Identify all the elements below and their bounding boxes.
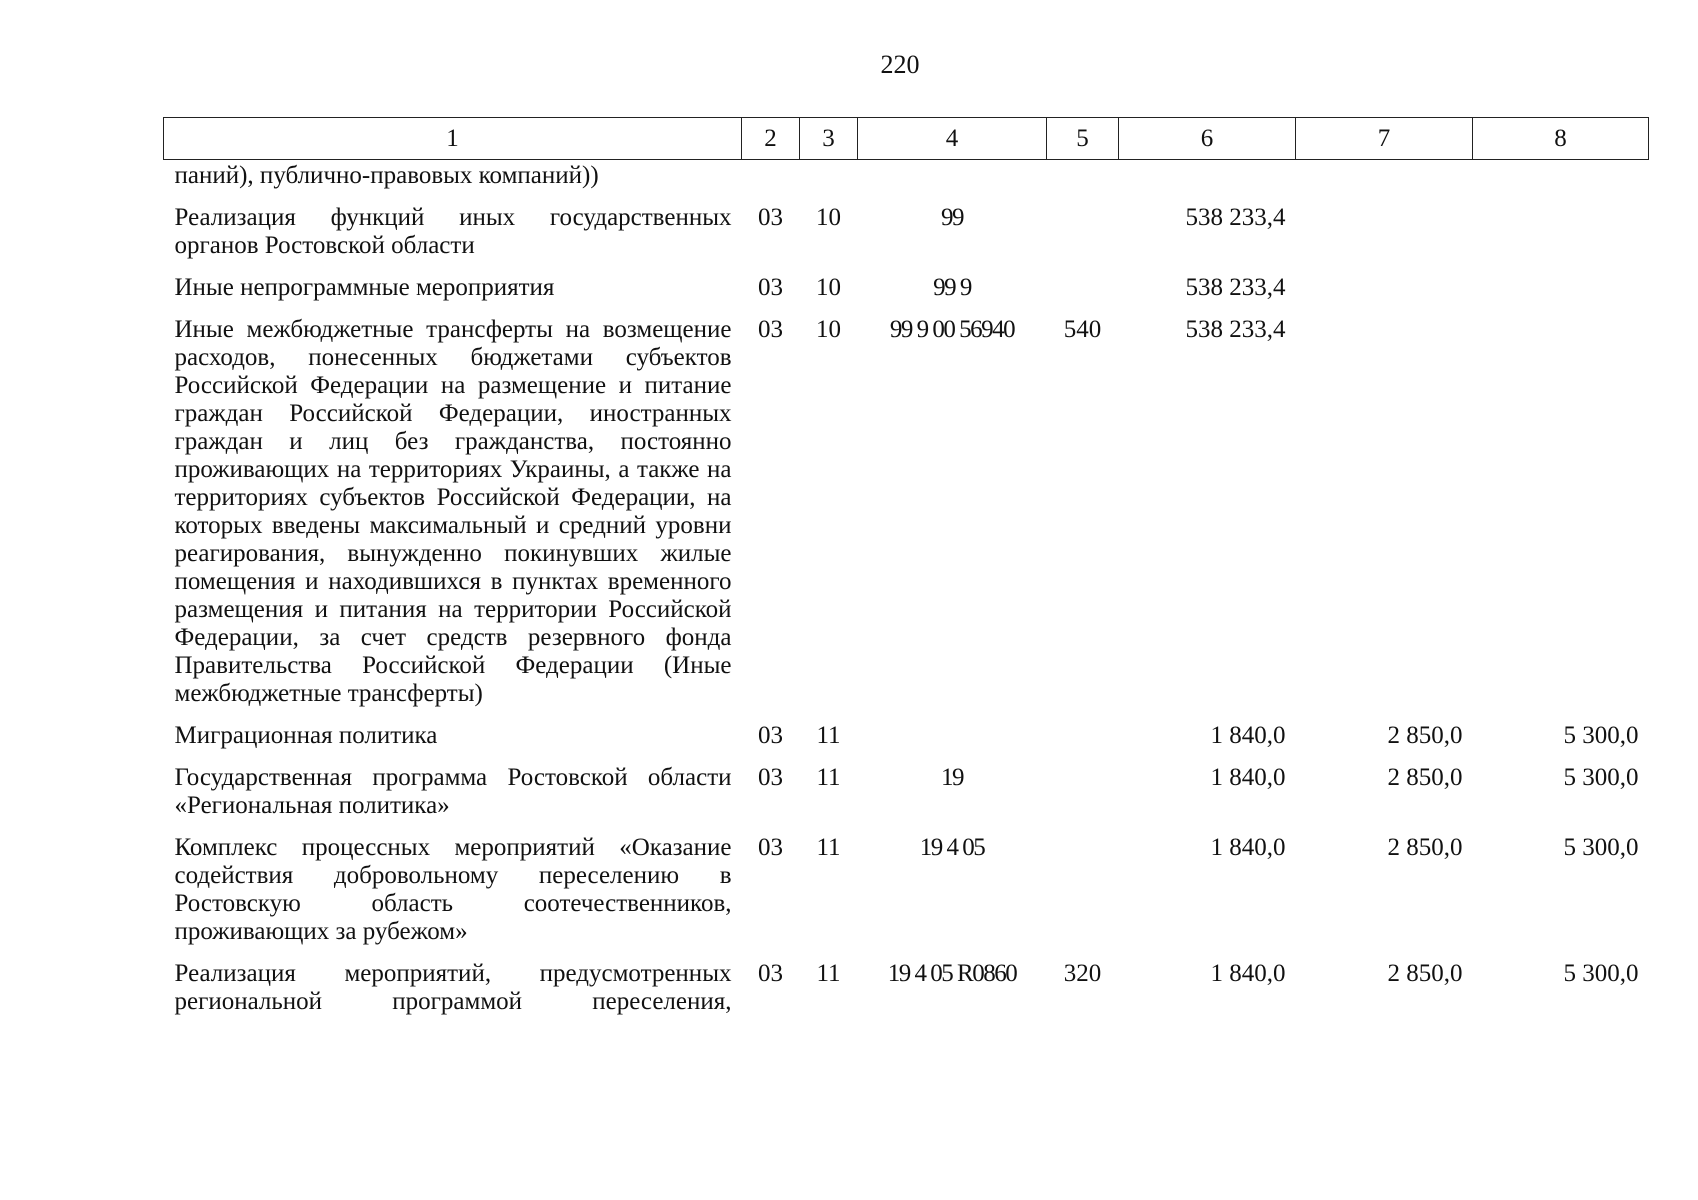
amount-col-6: 1 840,0: [1210, 960, 1286, 987]
target-article-code: 99 9 00 56940: [889, 316, 1015, 343]
table-row: [164, 316, 1649, 722]
section-code: [742, 160, 800, 205]
amount-col-6: 1 840,0: [1210, 764, 1286, 791]
column-header-1: 1: [164, 118, 742, 160]
expense-type-code: [1047, 722, 1119, 764]
amount-col-6: 1 840,0: [1210, 722, 1286, 749]
amount-col-7: 2 850,0: [1387, 834, 1463, 861]
expense-type-code: [1047, 204, 1119, 274]
table-row: [164, 204, 1649, 274]
row-description: Иные межбюджетные трансферты на возмещение расходов, понесенных бюджетами субъектов Российской Федерации на размещение и питание граждан Российской Федерации, иностранных граждан и лиц без гражданства, постоянно проживающих на территориях Украины, а также на территориях субъектов Российской Федерации, на которых введены максимальный и средний уровни реагирования, вынужденно покинувших жилые помещения и находившихся в пунктах временного размещения и питания на территории Российской Федерации, за счет средств резервного фонда Правительства Российской Федерации (Иные межбюджетные трансферты): [174, 316, 732, 707]
expense-type-code: [1047, 764, 1119, 834]
amount-col-6: 538 233,4: [1185, 204, 1286, 231]
target-article-code: 99: [941, 204, 963, 231]
section-code: 03: [758, 764, 783, 791]
row-description: паний), публично-правовых компаний)): [174, 162, 599, 189]
page-number: 220: [880, 50, 920, 79]
target-article-code: 19 4 05 R0860: [887, 960, 1017, 987]
section-code: 03: [758, 316, 783, 343]
budget-table: [163, 117, 1649, 1016]
subsection-code: 10: [816, 316, 841, 343]
expense-type-code: [1047, 834, 1119, 960]
row-description: Комплекс процессных мероприятий «Оказание содействия добровольному переселению в Ростовскую область соотечественников, проживающих за рубежом»: [174, 834, 732, 945]
amount-col-8: [1473, 160, 1649, 205]
subsection-code: 11: [816, 722, 841, 749]
section-code: 03: [758, 274, 783, 301]
column-header-6: 6: [1119, 118, 1296, 160]
amount-col-8: [1473, 316, 1649, 722]
target-article-code: [858, 160, 1047, 205]
subsection-code: 11: [816, 960, 841, 987]
expense-type-code: [1047, 274, 1119, 316]
target-article-code: [858, 722, 1047, 764]
amount-col-7: [1296, 204, 1473, 274]
amount-col-6: 1 840,0: [1210, 834, 1286, 861]
subsection-code: 10: [816, 274, 841, 301]
column-header-7: 7: [1296, 118, 1473, 160]
subsection-code: 11: [816, 834, 841, 861]
section-code: 03: [758, 834, 783, 861]
row-description: Реализация функций иных государственных органов Ростовской области: [174, 204, 732, 259]
row-description: Миграционная политика: [174, 722, 438, 749]
table-row: [164, 960, 1649, 1016]
amount-col-8: [1473, 274, 1649, 316]
row-description: Иные непрограммные мероприятия: [174, 274, 555, 301]
subsection-code: 11: [816, 764, 841, 791]
table-row: [164, 764, 1649, 834]
amount-col-8: 5 300,0: [1563, 722, 1639, 749]
table-row: [164, 834, 1649, 960]
amount-col-7: 2 850,0: [1387, 764, 1463, 791]
row-description: Реализация мероприятий, предусмотренных региональной программой переселения,: [174, 960, 732, 1015]
subsection-code: 10: [816, 204, 841, 231]
column-header-3: 3: [800, 118, 858, 160]
table-row: [164, 274, 1649, 316]
column-header-8: 8: [1473, 118, 1649, 160]
amount-col-8: 5 300,0: [1563, 834, 1639, 861]
expense-type-code: 320: [1063, 960, 1102, 987]
amount-col-8: 5 300,0: [1563, 960, 1639, 987]
column-header-5: 5: [1047, 118, 1119, 160]
amount-col-7: [1296, 274, 1473, 316]
section-code: 03: [758, 722, 783, 749]
column-header-2: 2: [742, 118, 800, 160]
amount-col-6: 538 233,4: [1185, 316, 1286, 343]
amount-col-8: [1473, 204, 1649, 274]
amount-col-8: 5 300,0: [1563, 764, 1639, 791]
amount-col-7: [1296, 160, 1473, 205]
table-row: [164, 160, 1649, 205]
amount-col-7: 2 850,0: [1387, 722, 1463, 749]
expense-type-code: [1047, 160, 1119, 205]
section-code: 03: [758, 204, 783, 231]
amount-col-6: 538 233,4: [1185, 274, 1286, 301]
target-article-code: 19 4 05: [919, 834, 985, 861]
amount-col-7: 2 850,0: [1387, 960, 1463, 987]
amount-col-7: [1296, 316, 1473, 722]
amount-col-6: [1119, 160, 1296, 205]
column-number-header-row: [164, 118, 1649, 160]
column-header-4: 4: [858, 118, 1047, 160]
section-code: 03: [758, 960, 783, 987]
table-row: [164, 722, 1649, 764]
expense-type-code: 540: [1063, 316, 1102, 343]
subsection-code: [800, 160, 858, 205]
row-description: Государственная программа Ростовской области «Региональная политика»: [174, 764, 732, 819]
target-article-code: 99 9: [933, 274, 971, 301]
target-article-code: 19: [941, 764, 963, 791]
